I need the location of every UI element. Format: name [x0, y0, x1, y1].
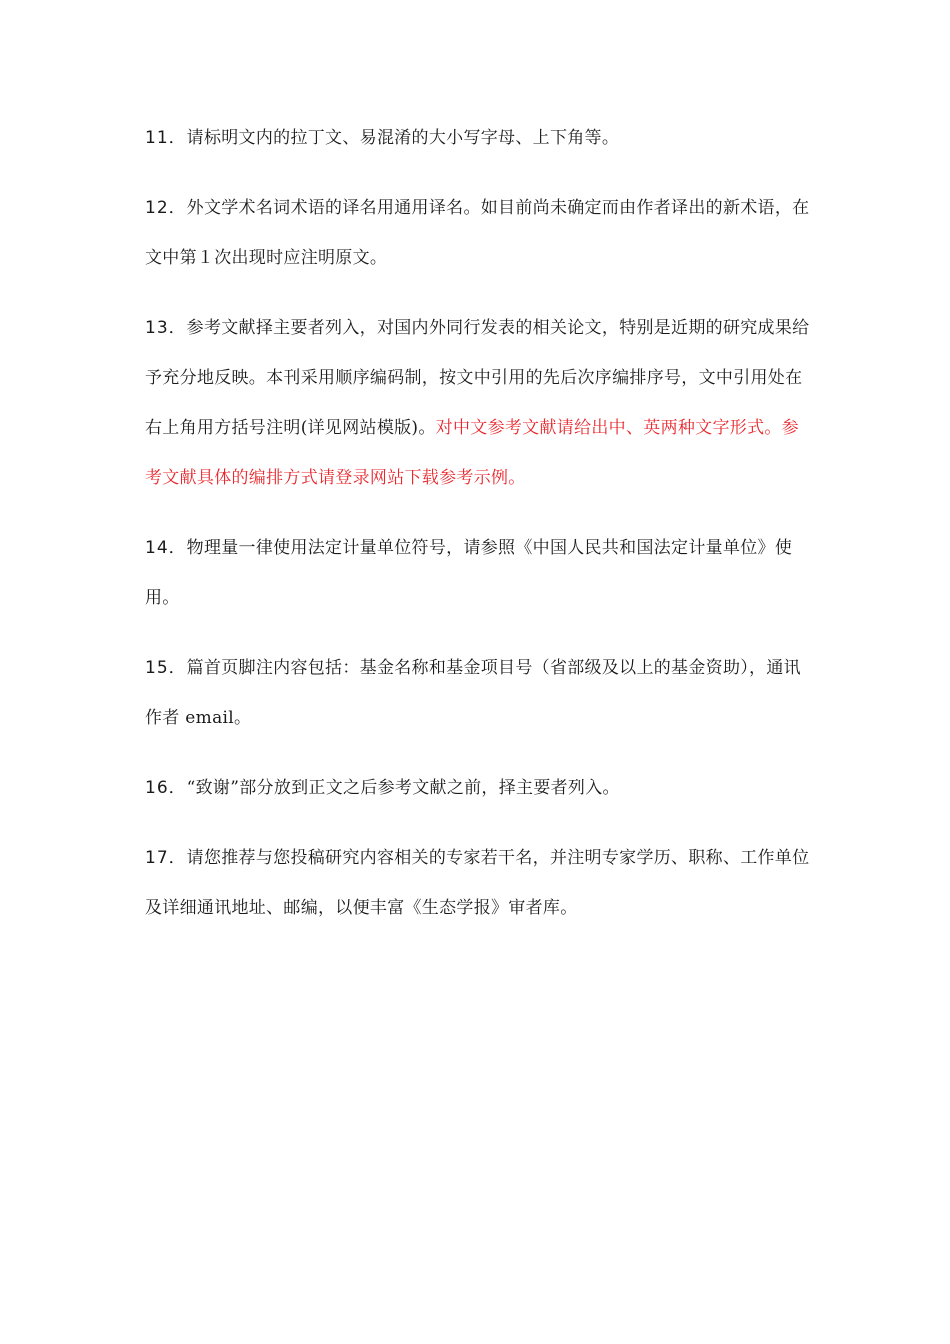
- item-number: 12．: [145, 198, 187, 218]
- item-text: 请标明文内的拉丁文、易混淆的大小写字母、上下角等。: [186, 128, 620, 148]
- item-number: 14．: [145, 538, 187, 558]
- item-number: 15．: [145, 658, 187, 678]
- item-text: 外文学术名词术语的译名用通用译名。如目前尚未确定而由作者译出的新术语，在文中第１次出现时应注明原文。: [145, 198, 810, 268]
- item-text: 篇首页脚注内容包括：基金名称和基金项目号（省部级及以上的基金资助），通讯作者 email。: [145, 658, 801, 728]
- item-number: 13．: [145, 318, 187, 338]
- item-number: 16．: [145, 778, 187, 798]
- item-17: [145, 833, 810, 933]
- item-highlight-text: 对中文参考文献请给出中、英两种文字形式。参考文献具体的编排方式请登录网站下载参考示例。: [145, 418, 799, 488]
- item-15: [145, 643, 810, 743]
- item-13: [145, 303, 810, 503]
- item-16: [145, 763, 810, 813]
- item-text: “致谢”部分放到正文之后参考文献之前，择主要者列入。: [186, 778, 620, 798]
- item-12: [145, 183, 810, 283]
- item-text: 请您推荐与您投稿研究内容相关的专家若干名，并注明专家学历、职称、工作单位及详细通讯地址、邮编，以便丰富《生态学报》审者库。: [145, 848, 810, 918]
- item-number: 17．: [145, 848, 187, 868]
- instructions-list: [145, 113, 810, 953]
- item-text: 参考文献择主要者列入，对国内外同行发表的相关论文，特别是近期的研究成果给予充分地反映。本刊采用顺序编码制，按文中引用的先后次序编排序号，文中引用处在右上角用方括号注明(详见网站模版)。: [145, 318, 810, 438]
- item-number: 11．: [145, 128, 187, 148]
- item-text: 物理量一律使用法定计量单位符号，请参照《中国人民共和国法定计量单位》使用。: [145, 538, 793, 608]
- item-14: [145, 523, 810, 623]
- item-11: [145, 113, 810, 163]
